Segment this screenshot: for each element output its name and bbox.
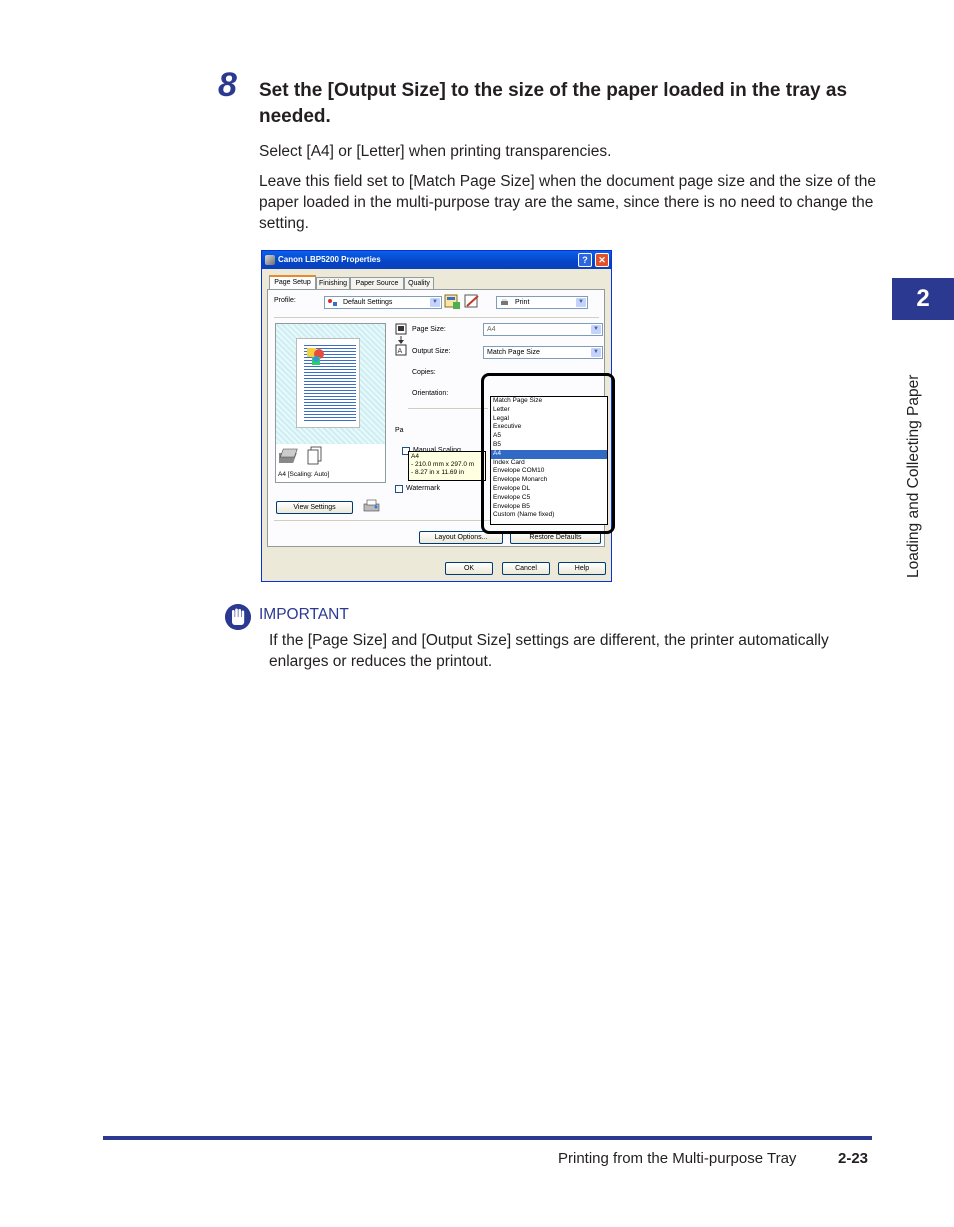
page-size-icon (395, 323, 407, 335)
output-size-option[interactable]: B5 (493, 440, 501, 448)
orientation-label: Orientation: (412, 390, 449, 397)
important-text: If the [Page Size] and [Output Size] settings are different, the printer automatically enlarges or reduces the printout. (269, 632, 829, 670)
tab-paper-source[interactable]: Paper Source (350, 277, 404, 289)
watermark-label: Watermark (406, 485, 440, 492)
restore-defaults-button[interactable]: Restore Defaults (510, 531, 601, 544)
footer-section-title: Printing from the Multi-purpose Tray (558, 1150, 797, 1167)
cancel-button[interactable]: Cancel (502, 562, 550, 575)
page-setup-panel (267, 289, 605, 547)
preview-sheet (296, 338, 360, 428)
callout-highlight-frame (481, 373, 615, 534)
output-size-option[interactable]: A5 (493, 432, 501, 440)
page-size-tooltip: A4 - 210.0 mm x 297.0 m - 8.27 in x 11.69 in (408, 451, 486, 481)
copies-label: Copies: (412, 369, 436, 376)
layout-options-button[interactable]: Layout Options... (419, 531, 503, 544)
view-settings-button[interactable]: View Settings (276, 501, 353, 514)
output-method-value: Print (515, 299, 530, 306)
paragraph-transparencies: Select [A4] or [Letter] when printing transparencies. (259, 143, 612, 160)
output-method-select[interactable] (496, 296, 588, 309)
dialog-title: Canon LBP5200 Properties (278, 255, 381, 264)
printer-info-icon[interactable] (363, 499, 381, 514)
footer-rule (103, 1136, 872, 1140)
chapter-tab: 2 (892, 278, 954, 320)
page-preview (275, 323, 386, 483)
edit-profile-icon[interactable] (464, 294, 481, 310)
hand-stop-icon (225, 604, 251, 630)
help-button[interactable]: Help (558, 562, 606, 575)
output-size-label: Output Size: (412, 348, 451, 355)
output-size-option[interactable]: Letter (493, 405, 510, 413)
output-size-option[interactable]: Executive (493, 423, 522, 431)
close-button[interactable]: ✕ (595, 253, 609, 267)
output-size-option-selected[interactable]: A4 (491, 450, 607, 459)
page-size-label: Page Size: (412, 326, 446, 333)
paragraph-match-page-size: Leave this field set to [Match Page Size] when the document page size and the size of the paper loaded in the multi-purpose tray are the same, since there is no need to change the setting. (259, 173, 876, 232)
print-icon (500, 299, 509, 306)
profile-icon (328, 299, 337, 306)
ok-button[interactable]: OK (445, 562, 493, 575)
profile-select[interactable] (324, 296, 442, 309)
output-size-option[interactable]: Custom (Name fixed) (493, 511, 555, 519)
help-title-button[interactable]: ? (578, 253, 592, 267)
footer-page-number: 2-23 (838, 1150, 869, 1167)
page-size-select[interactable] (483, 323, 603, 336)
output-size-option[interactable]: Envelope DL (493, 484, 531, 492)
chevron-down-icon: ▼ (591, 348, 601, 357)
chevron-down-icon: ▼ (576, 298, 586, 307)
tab-quality[interactable]: Quality (404, 277, 434, 289)
printer-icon (265, 255, 275, 265)
output-size-option[interactable]: Envelope B5 (493, 502, 530, 510)
preview-caption: A4 [Scaling: Auto] (278, 471, 330, 478)
chevron-down-icon: ▼ (591, 325, 601, 334)
add-profile-icon[interactable] (444, 294, 461, 310)
profile-label: Profile: (274, 297, 296, 304)
copies-stack-icon (306, 446, 324, 466)
chevron-down-icon: ▼ (430, 298, 440, 307)
tab-finishing[interactable]: Finishing (316, 277, 350, 289)
dialog-titlebar (262, 251, 611, 269)
page-layout-label: Pa (395, 427, 404, 434)
output-size-option[interactable]: Match Page Size (493, 397, 543, 404)
output-size-option[interactable]: Index Card (493, 458, 525, 466)
output-size-icon (395, 336, 407, 356)
svg-text:A: A (397, 348, 403, 355)
step-number: 8 (218, 66, 237, 104)
step-title: Set the [Output Size] to the size of the paper loaded in the tray as needed. (259, 80, 848, 127)
preview-graphic (306, 347, 326, 367)
output-size-option[interactable]: Envelope Monarch (493, 476, 548, 484)
output-size-option[interactable]: Envelope COM10 (493, 467, 545, 475)
tab-page-setup[interactable]: Page Setup (269, 275, 316, 290)
output-size-option[interactable]: Envelope C5 (493, 493, 531, 501)
watermark-checkbox[interactable] (395, 485, 403, 493)
output-size-value: Match Page Size (487, 349, 540, 356)
page-size-value: A4 (487, 326, 496, 333)
output-size-option[interactable]: Legal (493, 414, 509, 422)
profile-value: Default Settings (343, 299, 393, 306)
chapter-title: Loading and Collecting Paper (905, 374, 922, 578)
printer-properties-dialog (261, 250, 612, 582)
output-size-select[interactable] (483, 346, 603, 359)
important-label: IMPORTANT (259, 606, 349, 623)
output-paper-icon (279, 447, 301, 467)
